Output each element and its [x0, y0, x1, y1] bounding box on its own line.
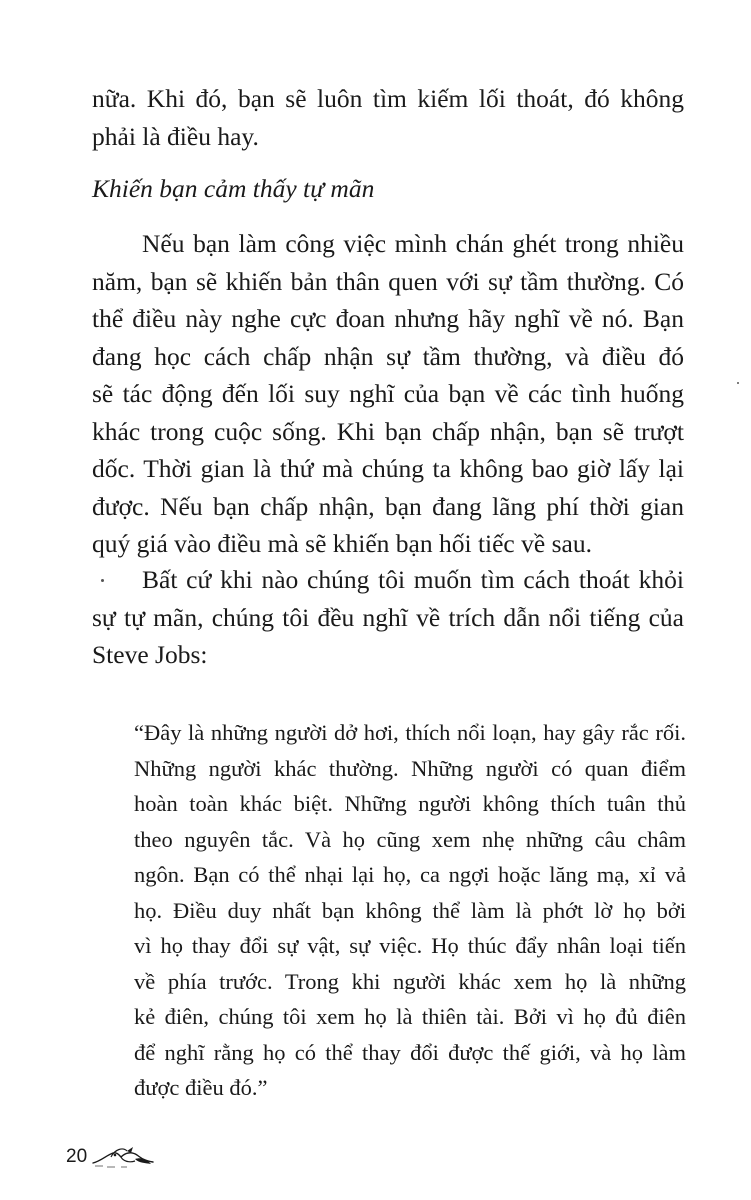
text-line: sự tự mãn, chúng tôi đều nghĩ về trích dẫn nổi tiếng của — [92, 602, 684, 632]
paragraph-1 — [92, 225, 684, 563]
quote-line: hoàn toàn khác biệt. Những người không thích tuân thủ — [134, 791, 686, 816]
text-line: phải là điều hay. — [92, 121, 259, 151]
paragraph-2 — [92, 561, 684, 674]
text-line: sẽ tác động đến lối suy nghĩ của bạn về các tình huống — [92, 379, 684, 408]
page-footer — [66, 1143, 157, 1171]
quote-line: họ. Điều duy nhất bạn không thể làm là phớt lờ họ bởi — [134, 897, 686, 923]
quote-line: theo nguyên tắc. Và họ cũng xem nhẹ những câu châm — [134, 826, 686, 852]
quote-line: vì họ thay đổi sự vật, sự việc. Họ thúc đẩy nhân loại tiến — [134, 933, 686, 958]
text-line: thể điều này nghe cực đoan nhưng hãy nghĩ về nó. Bạn — [92, 304, 684, 333]
text-line: Nếu bạn làm công việc mình chán ghét trong nhiều — [142, 229, 684, 258]
paragraph-intro — [92, 80, 684, 155]
quote-line: được điều đó.” — [134, 1075, 268, 1100]
text-line: quý giá vào điều mà sẽ khiến bạn hối tiếc về sau. — [92, 529, 592, 558]
text-line: Bất cứ khi nào chúng tôi muốn tìm cách thoát khỏi — [142, 565, 684, 594]
page-number: 20 — [66, 1146, 88, 1167]
quote-line: về phía trước. Trong khi người khác xem họ là những — [134, 968, 686, 994]
text-line: được. Nếu bạn chấp nhận, bạn đang lãng phí thời gian — [92, 491, 684, 521]
block-quote — [134, 715, 686, 1106]
section-heading: Khiến bạn cảm thấy tự mãn — [92, 174, 375, 203]
text-line: khác trong cuộc sống. Khi bạn chấp nhận, bạn sẽ trượt — [92, 416, 684, 446]
text-line: đang học cách chấp nhận sự tầm thường, và điều đó — [92, 341, 684, 371]
quote-line: để nghĩ rằng họ có thể thay đổi được thế giới, và họ làm — [134, 1039, 686, 1065]
bird-ornament-icon — [91, 1143, 157, 1171]
quote-line: Những người khác thường. Những người có quan điểm — [134, 755, 686, 781]
text-line: nữa. Khi đó, bạn sẽ luôn tìm kiếm lối thoát, đó không — [92, 84, 684, 113]
scan-speck — [101, 579, 104, 582]
quote-line: ngôn. Bạn có thể nhại lại họ, ca ngợi hoặc lăng mạ, xỉ vả — [134, 862, 686, 887]
text-line: năm, bạn sẽ khiến bản thân quen với sự tầm thường. Có — [92, 266, 684, 296]
scan-speck — [737, 382, 739, 384]
text-line: Steve Jobs: — [92, 640, 208, 669]
quote-line: “Đây là những người dở hơi, thích nổi loạn, hay gây rắc rối. — [134, 720, 686, 745]
quote-line: kẻ điên, chúng tôi xem họ là thiên tài. Bởi vì họ đủ điên — [134, 1004, 686, 1029]
text-line: dốc. Thời gian là thứ mà chúng ta không bao giờ lấy lại — [92, 454, 684, 483]
